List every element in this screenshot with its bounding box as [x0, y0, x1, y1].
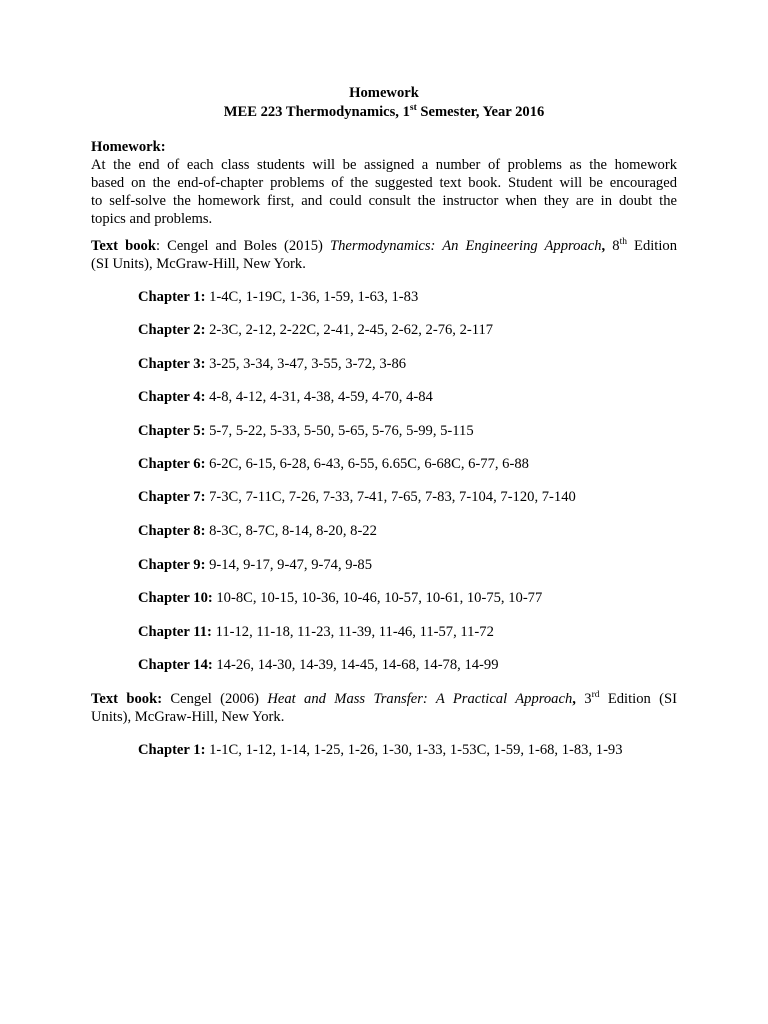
textbook-1-label: Text book — [91, 238, 156, 254]
chapter-problems: 14-26, 14-30, 14-39, 14-45, 14-68, 14-78, 14-99 — [212, 657, 499, 673]
chapter-item — [138, 589, 542, 607]
textbook-1-edition: Edition — [626, 238, 678, 254]
textbook-2-edition-sup: rd — [591, 690, 600, 701]
chapter-label: Chapter 1: — [138, 289, 206, 305]
chapter-item — [138, 455, 529, 473]
textbook-2-publisher: Units), McGraw-Hill, New York. — [91, 709, 285, 725]
subtitle-course: MEE 223 Thermodynamics, 1 — [223, 104, 410, 120]
chapter-problems: 2-3C, 2-12, 2-22C, 2-41, 2-45, 2-62, 2-76, 2-117 — [205, 322, 494, 338]
textbook-1-line-1 — [91, 237, 677, 255]
textbook-1-publisher: (SI Units), McGraw-Hill, New York. — [91, 256, 306, 272]
homework-line-2: based on the end-of-chapter problems of the suggested text book. Student will be encouraged — [91, 175, 677, 191]
textbook-1-title: Thermodynamics: An Engineering Approach — [330, 238, 602, 254]
chapter-item — [138, 321, 493, 339]
chapter-item — [138, 422, 474, 440]
chapter-problems: 1-4C, 1-19C, 1-36, 1-59, 1-63, 1-83 — [205, 289, 419, 305]
textbook-1-edition-number: 8 — [605, 238, 620, 254]
chapter-label: Chapter 4: — [138, 389, 206, 405]
chapter-item — [138, 741, 623, 759]
chapter-problems: 1-1C, 1-12, 1-14, 1-25, 1-26, 1-30, 1-33, 1-53C, 1-59, 1-68, 1-83, 1-93 — [205, 742, 623, 758]
chapter-label: Chapter 11: — [138, 624, 212, 640]
chapter-label: Chapter 14: — [138, 657, 213, 673]
chapter-label: Chapter 2: — [138, 322, 206, 338]
textbook-2 — [91, 690, 677, 726]
homework-line-1: At the end of each class students will be assigned a number of problems as the homework — [91, 157, 677, 173]
textbook-2-title: Heat and Mass Transfer: A Practical Approach — [267, 691, 573, 707]
subtitle-semester: Semester, Year 2016 — [416, 104, 545, 120]
homework-section — [91, 138, 677, 228]
textbook-1 — [91, 237, 677, 273]
chapter-item — [138, 388, 433, 406]
textbook-2-label: Text book: — [91, 691, 163, 707]
chapter-item — [138, 556, 372, 574]
homework-line-3: to self-solve the homework first, and could consult the instructor when they are in doubt the — [91, 193, 677, 209]
textbook-2-edition: Edition (SI — [599, 691, 677, 707]
chapter-label: Chapter 10: — [138, 590, 213, 606]
chapter-problems: 6-2C, 6-15, 6-28, 6-43, 6-55, 6.65C, 6-68C, 6-77, 6-88 — [205, 456, 529, 472]
textbook-2-authors: Cengel (2006) — [162, 691, 268, 707]
chapter-problems: 10-8C, 10-15, 10-36, 10-46, 10-57, 10-61, 10-75, 10-77 — [212, 590, 543, 606]
chapter-item — [138, 522, 377, 540]
subtitle-superscript: st — [409, 103, 417, 114]
chapter-label: Chapter 3: — [138, 356, 206, 372]
chapter-problems: 8-3C, 8-7C, 8-14, 8-20, 8-22 — [205, 523, 377, 539]
chapter-problems: 11-12, 11-18, 11-23, 11-39, 11-46, 11-57, 11-72 — [211, 624, 494, 640]
chapter-label: Chapter 6: — [138, 456, 206, 472]
textbook-2-comma: , — [572, 691, 576, 707]
page-title: Homework — [349, 85, 419, 101]
textbook-2-edition-number: 3 — [575, 691, 592, 707]
chapter-problems: 3-25, 3-34, 3-47, 3-55, 3-72, 3-86 — [205, 356, 407, 372]
textbook-2-line-1 — [91, 690, 677, 708]
chapter-item — [138, 488, 576, 506]
chapter-problems: 7-3C, 7-11C, 7-26, 7-33, 7-41, 7-65, 7-83, 7-104, 7-120, 7-140 — [205, 489, 576, 505]
chapter-label: Chapter 7: — [138, 489, 206, 505]
homework-heading: Homework: — [91, 139, 166, 155]
chapter-item — [138, 623, 494, 641]
chapter-item — [138, 288, 418, 306]
page-subtitle — [0, 103, 768, 121]
chapter-item — [138, 656, 499, 674]
textbook-1-comma: , — [601, 238, 606, 254]
chapter-problems: 9-14, 9-17, 9-47, 9-74, 9-85 — [205, 557, 373, 573]
chapter-label: Chapter 8: — [138, 523, 206, 539]
chapter-problems: 4-8, 4-12, 4-31, 4-38, 4-59, 4-70, 4-84 — [205, 389, 433, 405]
chapter-label: Chapter 9: — [138, 557, 206, 573]
textbook-1-edition-sup: th — [619, 237, 627, 248]
chapter-item — [138, 355, 406, 373]
homework-line-4: topics and problems. — [91, 211, 213, 227]
chapter-problems: 5-7, 5-22, 5-33, 5-50, 5-65, 5-76, 5-99, 5-115 — [205, 423, 474, 439]
textbook-1-authors: : Cengel and Boles (2015) — [155, 238, 331, 254]
chapter-label: Chapter 1: — [138, 742, 206, 758]
chapter-label: Chapter 5: — [138, 423, 206, 439]
